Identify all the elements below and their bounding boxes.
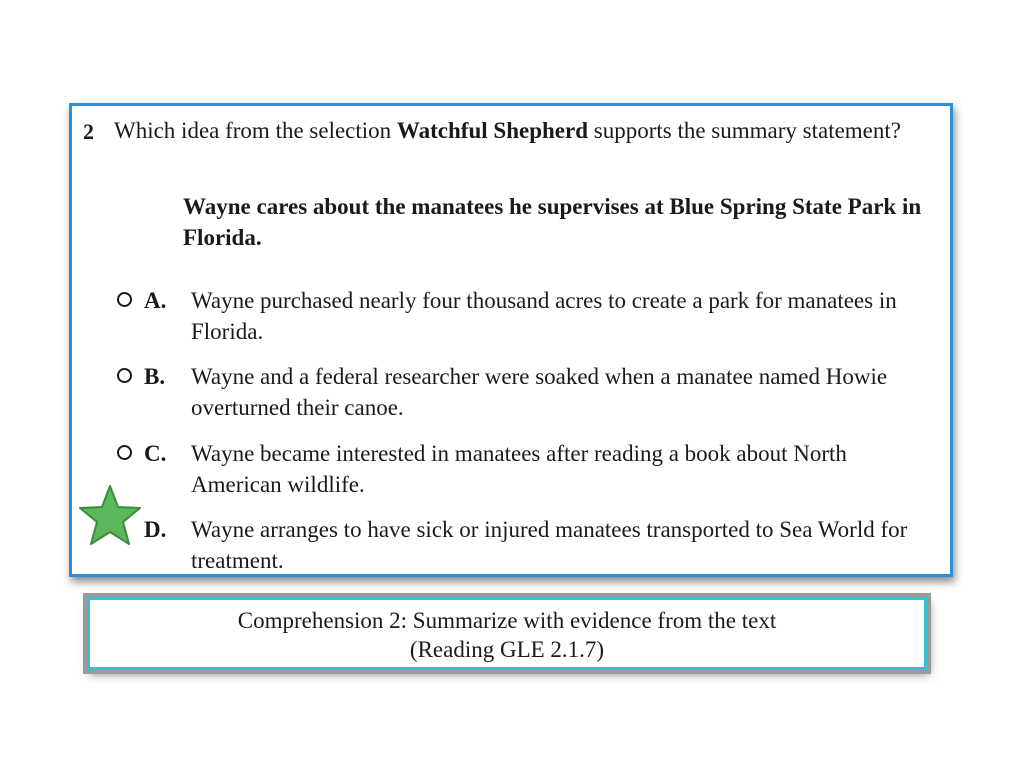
option-letter: C. <box>144 441 167 466</box>
option-letter: D. <box>144 517 167 542</box>
star-icon <box>78 484 142 548</box>
option-letter: B. <box>144 364 166 389</box>
standard-footer <box>87 597 927 670</box>
question-stem <box>114 115 914 146</box>
question-card <box>69 103 953 577</box>
option-letter: A. <box>144 288 167 313</box>
question-number: 2 <box>83 119 94 144</box>
radio-circle-icon[interactable] <box>117 445 132 460</box>
radio-circle-icon[interactable] <box>117 368 132 383</box>
stem-text-after: supports the summary statement? <box>588 118 901 143</box>
option-text: Wayne and a federal researcher were soaked when a manatee named Howie overturned their canoe. <box>191 364 888 420</box>
stem-text-before: Which idea from the selection <box>114 118 397 143</box>
option-text: Wayne purchased nearly four thousand acres to create a park for manatees in Florida. <box>191 288 897 344</box>
option-text: Wayne became interested in manatees after reading a book about North American wildlife. <box>191 441 847 497</box>
summary-statement: Wayne cares about the manatees he supervises at Blue Spring State Park in Florida. <box>183 194 922 250</box>
selection-title: Watchful Shepherd <box>396 118 588 143</box>
radio-circle-icon[interactable] <box>117 292 132 307</box>
footer-line-2: (Reading GLE 2.1.7) <box>409 637 605 662</box>
option-text: Wayne arranges to have sick or injured manatees transported to Sea World for treatment. <box>191 517 908 573</box>
footer-line-1: Comprehension 2: Summarize with evidence from the text <box>237 608 777 633</box>
